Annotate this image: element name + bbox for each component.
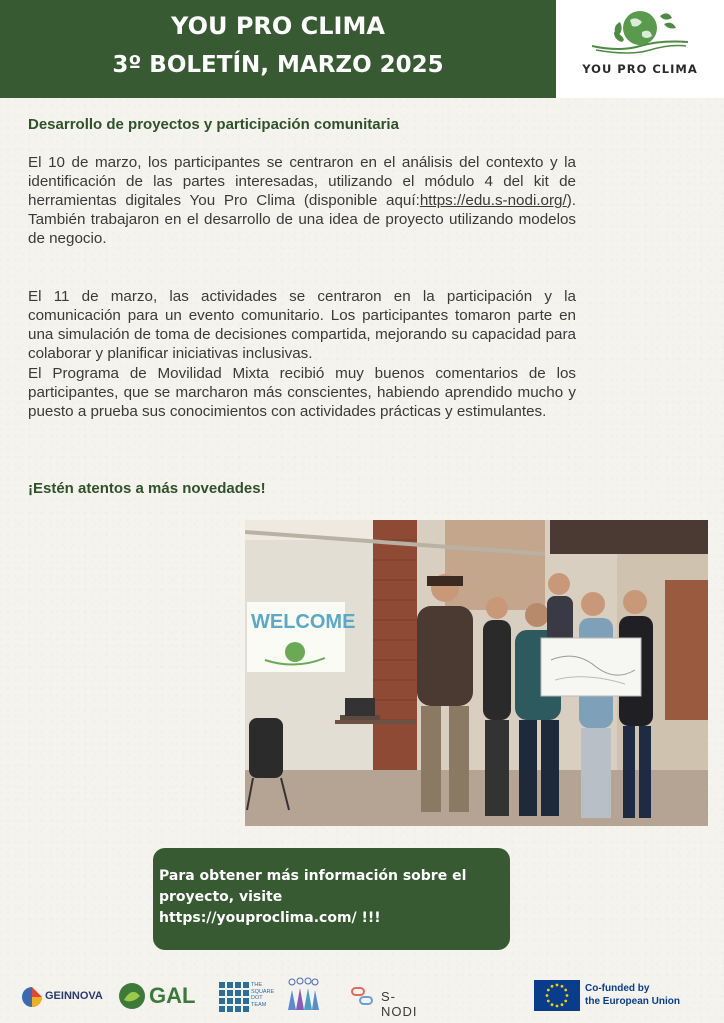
- paragraph-2: El 11 de marzo, las actividades se centraron en la participación y la comunicación para un evento comunitario. Los participantes tomaron parte en una simulación de toma de decisiones compartida, mejorando su capacidad para colaborar y planificar iniciativas inclusivas.: [28, 288, 576, 362]
- geinnova-symbol-icon: [20, 985, 44, 1009]
- s-nodi-link-icon: [350, 984, 374, 1008]
- more-info-line-1: Para obtener más información sobre el: [159, 868, 467, 884]
- header-title: YOU PRO CLIMA: [171, 12, 385, 40]
- square-dot-line-3: DOT: [251, 995, 263, 1001]
- square-dot-team-logo: [219, 976, 281, 1016]
- eu-cofunded-logo: [534, 976, 704, 1016]
- header-banner: [0, 0, 556, 98]
- gal-text: GAL: [149, 983, 196, 1008]
- geinnova-text: GEINNOVA: [45, 990, 103, 1002]
- s-nodi-logo: [350, 976, 432, 1019]
- stay-tuned-text: ¡Estén atentos a más novedades!: [28, 480, 266, 497]
- paragraph-1-text-a: El 10 de marzo, los participantes se centraron en el análisis del contexto y la identificación de las partes interesadas, utilizando el módulo 4 del kit de herramientas digitales You Pro Clima (disponible aquí:: [28, 154, 576, 209]
- you-pro-clima-logo: [556, 0, 724, 98]
- more-info-line-2: proyecto, visite: [159, 889, 283, 905]
- square-dot-line-4: TEAM: [251, 1001, 267, 1008]
- square-dot-team-text: [251, 982, 274, 1008]
- logo-text: YOU PRO CLIMA: [582, 62, 698, 76]
- square-dot-line-1: THE: [251, 982, 262, 988]
- eu-flag-icon: [534, 980, 580, 1011]
- more-info-box: [153, 848, 510, 950]
- welcome-banner-text: WELCOME: [251, 611, 356, 633]
- group-photo: [245, 520, 708, 826]
- paragraph-3: El Programa de Movilidad Mixta recibió muy buenos comentarios de los participantes, que se marcharon más conscientes, habiendo aprendido mucho y puesto a prueba sus conocimientos con actividades prácticas y estimulantes.: [28, 365, 576, 420]
- group-photo-illustration: [245, 520, 708, 826]
- section-title: Desarrollo de proyectos y participación comunitaria: [28, 116, 399, 133]
- globe-leaf-icon: [590, 6, 690, 60]
- community-logo: [286, 976, 320, 1016]
- square-dot-line-2: SQUARE: [251, 988, 275, 995]
- toolkit-link[interactable]: https://edu.s-nodi.org/: [419, 192, 567, 209]
- eu-line-2: the European Union: [585, 996, 680, 1007]
- eu-cofunded-text: [585, 982, 680, 1008]
- eu-line-1: Co-funded by: [585, 983, 650, 994]
- gal-logo: [118, 976, 196, 1016]
- header-subtitle: 3º BOLETÍN, MARZO 2025: [112, 52, 444, 78]
- people-group-icon: [286, 976, 320, 1014]
- paragraph-1-text-b: ). También trabajaron en el desarrollo de una idea de proyecto utilizando modelos de negocio.: [28, 192, 576, 247]
- paragraph-1: [28, 153, 576, 248]
- s-nodi-text: S-NODI: [381, 989, 418, 1019]
- geinnova-logo: [20, 976, 102, 1016]
- square-dot-grid-icon: [219, 982, 249, 1012]
- more-info-link[interactable]: https://youproclima.com/ !!!: [159, 910, 381, 926]
- gal-leaf-icon: [118, 982, 146, 1010]
